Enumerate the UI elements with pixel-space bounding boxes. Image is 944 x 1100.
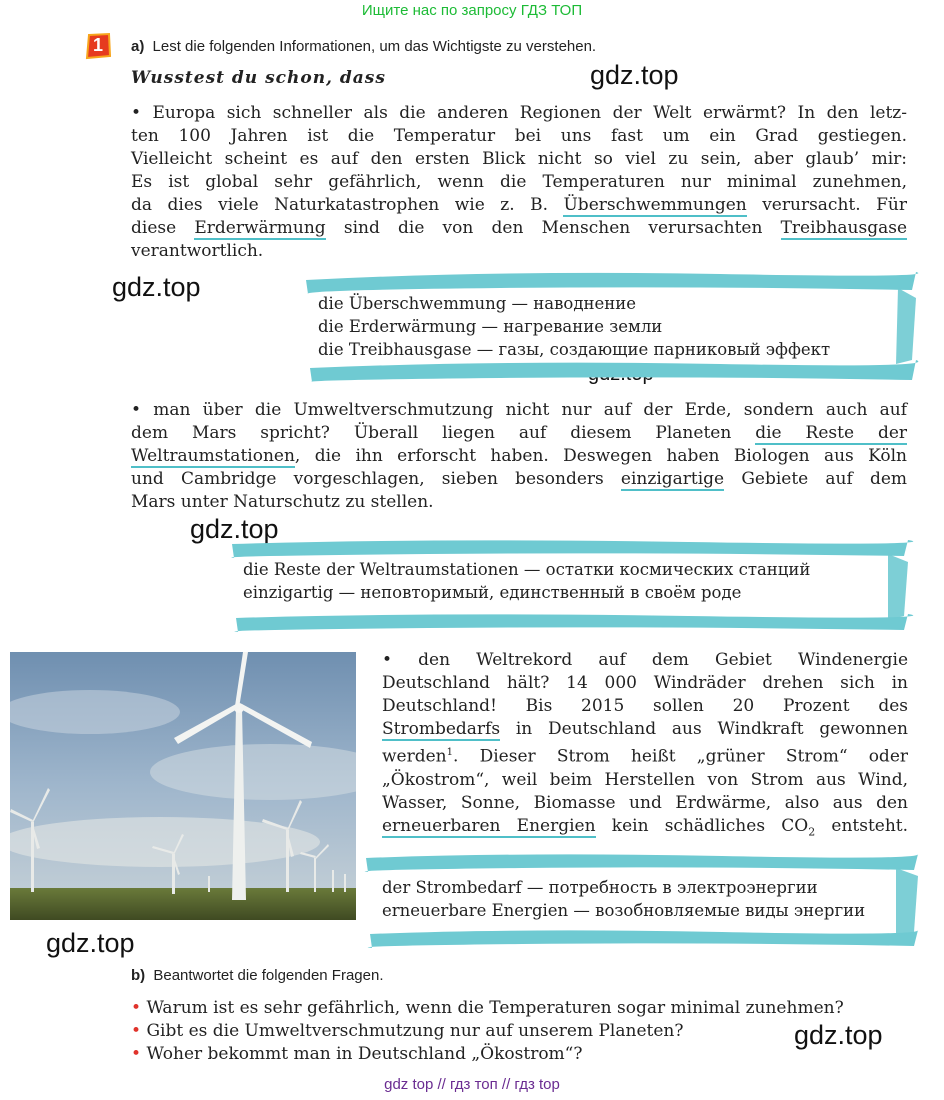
para-line: diese Erderwärmung sind die von den Menschen verursachten Treibhausgase [131, 218, 907, 238]
task-b-text: Beantwortet die folgenden Fragen. [153, 967, 384, 984]
section-heading: Wusstest du schon, dass [131, 68, 386, 88]
watermark: gdz.top [46, 928, 135, 958]
watermark: gdz.top [190, 514, 279, 544]
vocab-entry: die Reste der Weltraumstationen — остатки космических станций [243, 560, 811, 579]
wind-turbines-photo [10, 652, 356, 920]
watermark: gdz.top [794, 1020, 883, 1050]
para-line: Vielleicht scheint es auf den ersten Blick nicht so viel zu sein, aber glaub’ mir: [131, 149, 907, 169]
para-line: ten 100 Jahren ist die Temperatur bei uns fast um ein Grad gestiegen. [131, 126, 907, 146]
task-a-text: Lest die folgenden Informationen, um das Wichtigste zu verstehen. [152, 38, 597, 55]
top-banner: Ищите нас по запросу ГДЗ ТОП [361, 2, 583, 19]
para-line: werden$^1$. Dieser Strom heißt „grüner Strom“ oder [382, 746, 908, 767]
footer-watermark: gdz top // гдз топ // гдз top [384, 1076, 560, 1093]
underlined-term: die Reste der [755, 423, 908, 443]
underlined-term: Weltraumstationen [131, 446, 295, 466]
underlined-term: erneuerbaren Energien [382, 815, 596, 836]
vocab-list-1 [318, 292, 830, 361]
subscript: 2 [808, 825, 816, 839]
underlined-term: Erderwärmung [194, 218, 326, 238]
para-line: Deutschland hält? 14 000 Windräder drehen sich in [382, 673, 908, 693]
underlined-term: Treibhausgase [780, 218, 907, 238]
underlined-term: einzigartige [620, 469, 725, 489]
para-line: • man über die Umweltverschmutzung nicht nur auf der Erde, sondern auch auf [131, 400, 908, 420]
vocab-entry: erneuerbare Energien — возобновляемые виды энергии [382, 901, 866, 920]
task-b-instruction [131, 967, 384, 984]
question-item: • Warum ist es sehr gefährlich, wenn die Temperaturen sogar minimal zunehmen? [131, 998, 844, 1018]
para-line: dem Mars spricht? Überall liegen auf diesem Planeten die Reste der [131, 423, 908, 443]
footnote-mark: 1 [446, 747, 454, 758]
task-number: 1 [93, 35, 104, 55]
question-item: • Woher bekommt man in Deutschland „Ökostrom“? [131, 1044, 583, 1064]
para-line: da dies viele Naturkatastrophen wie z. B. Überschwemmungen verursacht. Für [131, 195, 907, 215]
task-a-instruction [131, 38, 596, 55]
paragraph-wind-energy [382, 649, 908, 843]
paragraph-europe [131, 102, 907, 263]
vocab-entry: einzigartig — неповторимый, единственный в своём роде [243, 583, 742, 602]
para-line: Deutschland! Bis 2015 sollen 20 Prozent des [382, 696, 908, 716]
para-line: „Ökostrom“, weil beim Herstellen von Strom aus Wind, [382, 769, 908, 790]
underlined-term: Überschwemmungen [563, 195, 747, 215]
question-list [131, 997, 844, 1066]
vocab-list-3 [382, 876, 865, 922]
vocab-entry: die Treibhausgase — газы, создающие парниковый эффект [318, 340, 831, 359]
vocab-entry: die Überschwemmung — наводнение [318, 294, 637, 313]
para-line: Wasser, Sonne, Biomasse und Erdwärme, also aus den [382, 792, 908, 813]
watermark: gdz.top [590, 60, 679, 90]
question-item: • Gibt es die Umweltverschmutzung nur auf unserem Planeten? [131, 1021, 684, 1041]
task-b-label: b) [131, 967, 146, 984]
underlined-term: Strombedarfs [382, 719, 501, 739]
vocab-list-2 [243, 558, 810, 604]
para-line: verantwortlich. [131, 241, 264, 261]
para-line: Mars unter Naturschutz zu stellen. [131, 492, 434, 512]
watermark: gdz.top [112, 272, 201, 302]
task-a-label: a) [131, 38, 145, 55]
para-line: • Europa sich schneller als die anderen Regionen der Welt erwärmt? In den letz- [131, 103, 908, 123]
para-line: Weltraumstationen, die ihn erforscht haben. Deswegen haben Biologen aus Köln [131, 446, 907, 466]
para-line: Strombedarfs in Deutschland aus Windkraft gewonnen [382, 719, 908, 739]
task-number-badge [84, 32, 112, 60]
para-line: Es ist global sehr gefährlich, wenn die Temperaturen nur minimal zunehmen, [131, 172, 907, 192]
para-line: • den Weltrekord auf dem Gebiet Windenergie [382, 650, 908, 670]
para-line: erneuerbaren Energien kein schädliches $CO_2$ entsteht. [382, 815, 909, 839]
para-line: und Cambridge vorgeschlagen, sieben besonders einzigartige Gebiete auf dem [131, 469, 908, 489]
paragraph-mars [131, 399, 907, 514]
vocab-entry: die Erderwärmung — нагревание земли [318, 317, 663, 336]
vocab-entry: der Strombedarf — потребность в электроэнергии [382, 878, 818, 897]
